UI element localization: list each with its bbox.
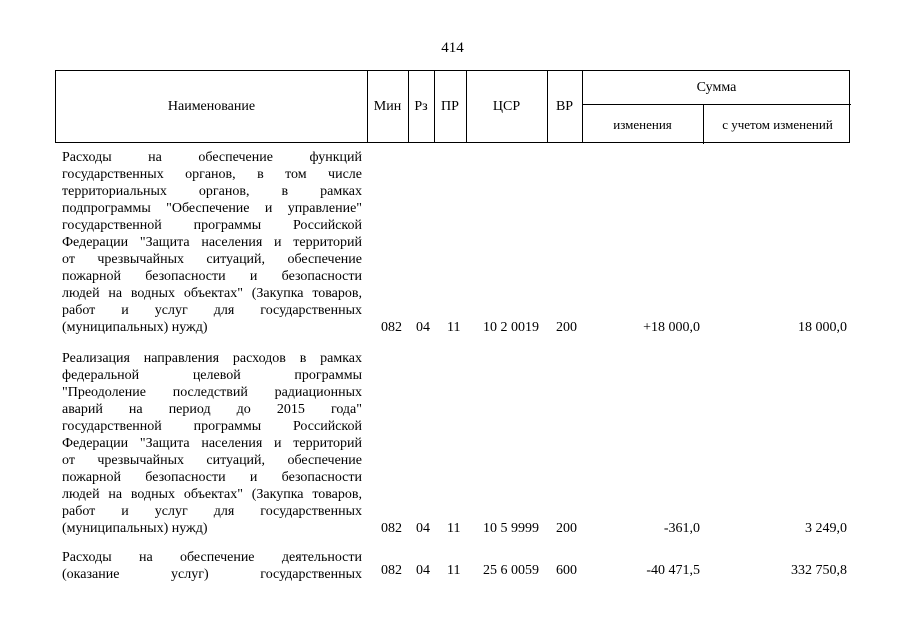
row-csr: 10 5 9999 [483, 521, 539, 536]
row-vr: 200 [556, 320, 577, 335]
header-csr: ЦСР [492, 98, 521, 114]
header-with-change: с учетом изменений [722, 117, 833, 132]
row-name: Расходы на обеспечение деятельности (оказание услуг) государственных [62, 550, 362, 582]
row-vr: 600 [556, 563, 577, 578]
row-pr: 11 [447, 320, 461, 335]
row-pr: 11 [447, 563, 461, 578]
header-min: Мин [373, 98, 402, 114]
header-rz: Рз [414, 98, 428, 114]
row-change: -361,0 [663, 521, 700, 536]
row-total: 332 750,8 [791, 563, 847, 578]
page-number: 414 [441, 40, 464, 56]
header-pr: ПР [441, 98, 459, 114]
row-change: +18 000,0 [643, 320, 700, 335]
row-vr: 200 [556, 521, 577, 536]
row-name: Расходы на обеспечение функций государственных органов, в том числе территориальных органов, в рамках подпрограммы "Обеспечение и управление" государственной программы Российской Федерации "Защита населения и территорий от чрезвычайных ситуаций, обеспечение пожарной безопасности и безопасности людей на водных объектах" (Закупка товаров, работ и услуг для государственных (муниципальных) нужд) [62, 150, 362, 335]
row-change: -40 471,5 [646, 563, 700, 578]
header-vr: ВР [555, 98, 574, 114]
header-sum: Сумма [696, 80, 737, 95]
header-name: Наименование [167, 98, 256, 114]
table-header [55, 70, 850, 143]
row-csr: 10 2 0019 [483, 320, 539, 335]
row-rz: 04 [416, 521, 430, 536]
row-min: 082 [381, 320, 402, 335]
row-total: 3 249,0 [805, 521, 847, 536]
row-rz: 04 [416, 320, 430, 335]
row-rz: 04 [416, 563, 430, 578]
row-min: 082 [381, 521, 402, 536]
row-min: 082 [381, 563, 402, 578]
row-name: Реализация направления расходов в рамках федеральной целевой программы "Преодоление последствий радиационных аварий на период до 2015 года" государственной программы Российской Федерации "Защита населения и территорий от чрезвычайных ситуаций, обеспечение пожарной безопасности и безопасности людей на водных объектах" (Закупка товаров, работ и услуг для государственных (муниципальных) нужд) [62, 351, 362, 536]
header-change: изменения [613, 117, 672, 132]
row-pr: 11 [447, 521, 461, 536]
row-csr: 25 6 0059 [483, 563, 539, 578]
row-total: 18 000,0 [798, 320, 847, 335]
